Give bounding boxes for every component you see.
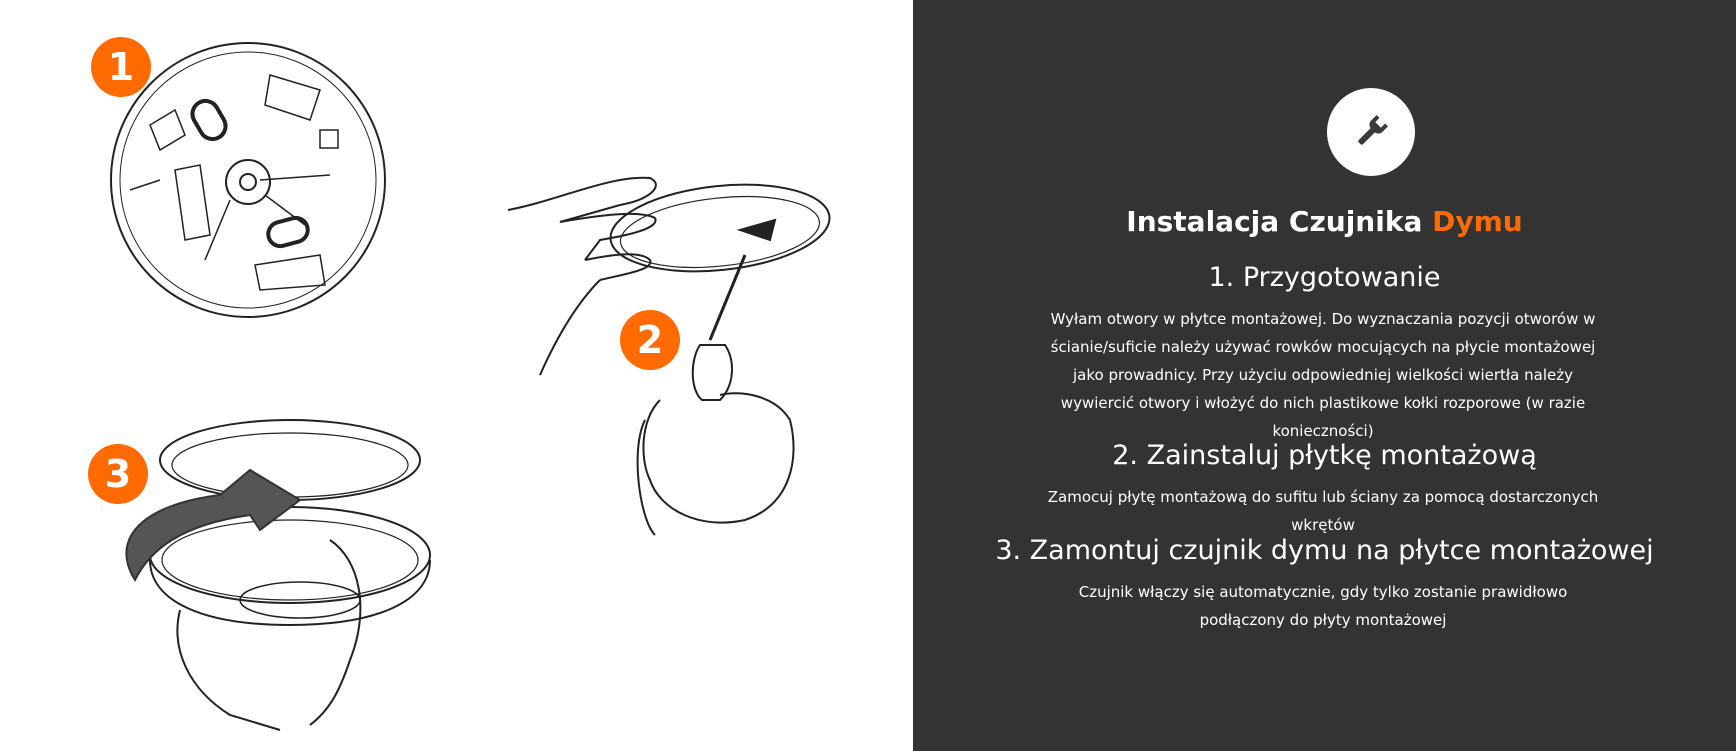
step-badge-3: 3	[88, 444, 148, 504]
tool-badge	[1327, 88, 1415, 176]
wrench-icon	[1351, 112, 1391, 152]
detector-mount-drawing	[126, 420, 430, 730]
step-2-text: Zamocuj płytę montażową do sufitu lub ściany za pomocą dostarczonych wkrętów	[1047, 488, 1599, 534]
step-1-text: Wyłam otwory w płytce montażowej. Do wyznaczania pozycji otworów w ścianie/suficie należy używać rowków mocujących na płycie montażowej jako prowadnicy. Przy użyciu odpowiedniej wielkości wiertła należy wywiercić otwory i włożyć do nich plastikowe kołki rozporowe (w razie konieczności)	[1050, 310, 1596, 440]
step-badge-1: 1	[91, 37, 151, 97]
step-3-heading: 3. Zamontuj czujnik dymu na płytce montażowej	[995, 535, 1654, 566]
step-1-heading: 1. Przygotowanie	[1208, 262, 1441, 293]
step-2-heading: 2. Zainstaluj płytkę montażową	[1112, 440, 1537, 471]
title-main: Instalacja Czujnika	[1126, 205, 1433, 238]
page-title	[913, 205, 1736, 238]
step-3-text: Czujnik włączy się automatycznie, gdy tylko zostanie prawidłowo podłączony do płyty montażowej	[1078, 583, 1568, 629]
title-accent: Dymu	[1432, 205, 1523, 238]
instructions-panel	[913, 0, 1736, 751]
mounting-plate-drawing	[111, 43, 385, 317]
step-badge-2: 2	[620, 310, 680, 370]
